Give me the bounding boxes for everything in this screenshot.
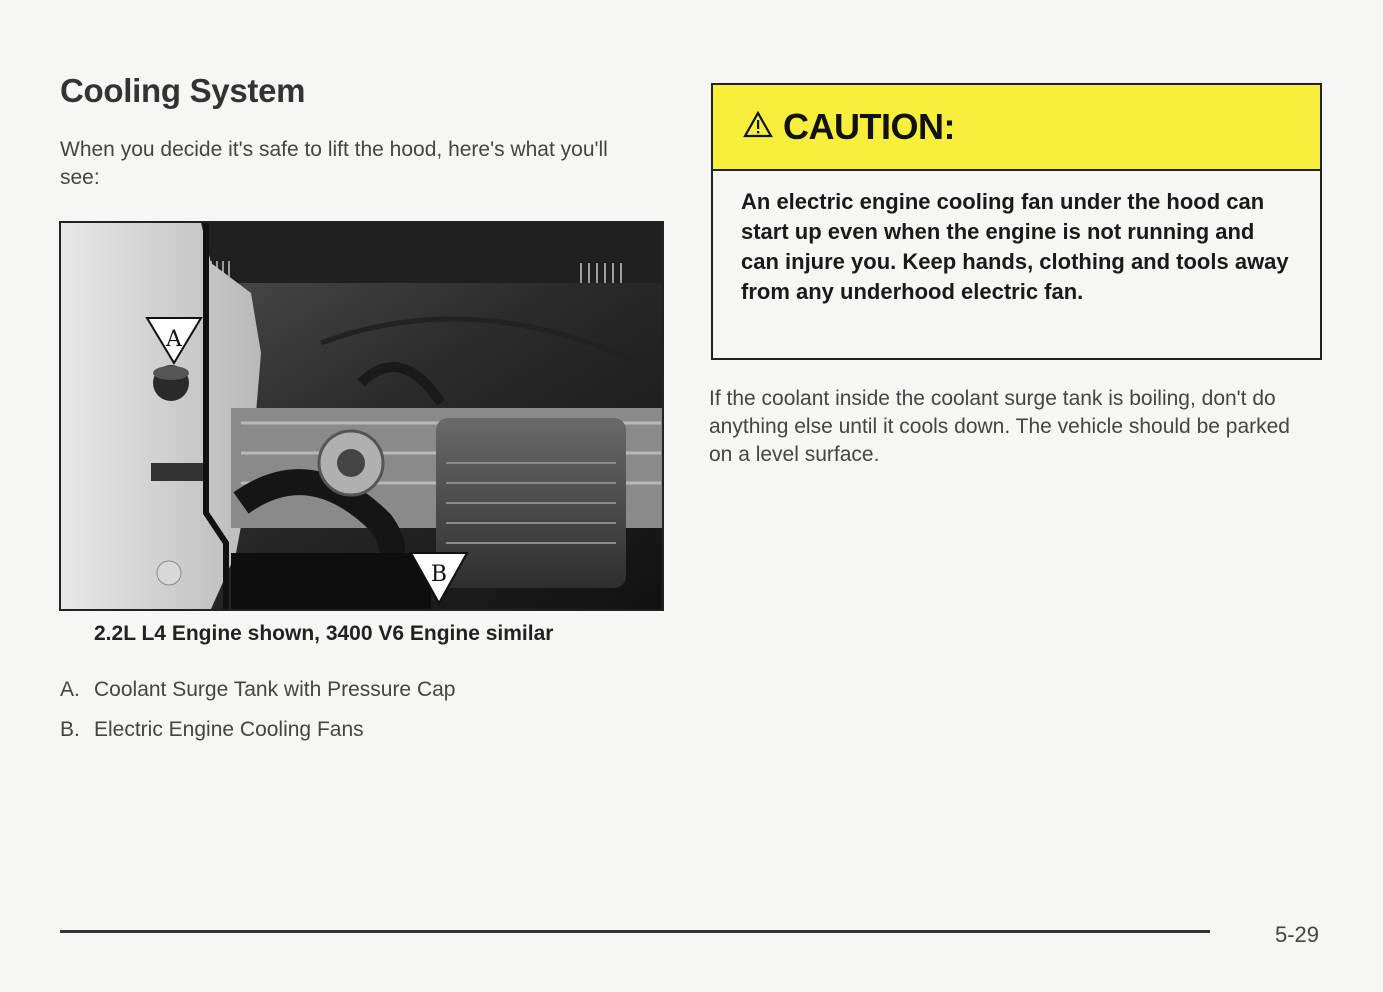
caution-title: CAUTION:	[783, 106, 955, 147]
page-title: Cooling System	[60, 72, 306, 109]
caution-text: An electric engine cooling fan under the hood can start up even when the engine is not running and can injure you. Keep hands, clothing and tools away from any underhood electric fan.	[741, 189, 1289, 304]
legend-letter: B.	[60, 718, 80, 741]
figure-caption: 2.2L L4 Engine shown, 3400 V6 Engine similar	[94, 622, 554, 645]
legend-item	[60, 716, 455, 756]
caution-box	[711, 83, 1322, 360]
page-number: 5-29	[1275, 922, 1320, 947]
coolant-paragraph: If the coolant inside the coolant surge tank is boiling, don't do anything else until it cools down. The vehicle should be parked on a level surface.	[709, 387, 1290, 466]
engine-illustration	[61, 223, 662, 609]
legend-letter: A.	[60, 678, 80, 701]
footer-rule	[60, 930, 1210, 933]
legend-text: Coolant Surge Tank with Pressure Cap	[94, 678, 456, 701]
intro-text: When you decide it's safe to lift the hood, here's what you'll see:	[60, 138, 608, 189]
legend-text: Electric Engine Cooling Fans	[94, 718, 364, 741]
engine-photo	[59, 221, 664, 611]
marker-a-label: A	[166, 327, 182, 352]
caution-header	[713, 85, 1320, 171]
warning-triangle-icon	[743, 111, 773, 143]
marker-b-label: B	[430, 562, 448, 587]
figure-legend	[60, 676, 455, 756]
legend-item	[60, 676, 455, 716]
